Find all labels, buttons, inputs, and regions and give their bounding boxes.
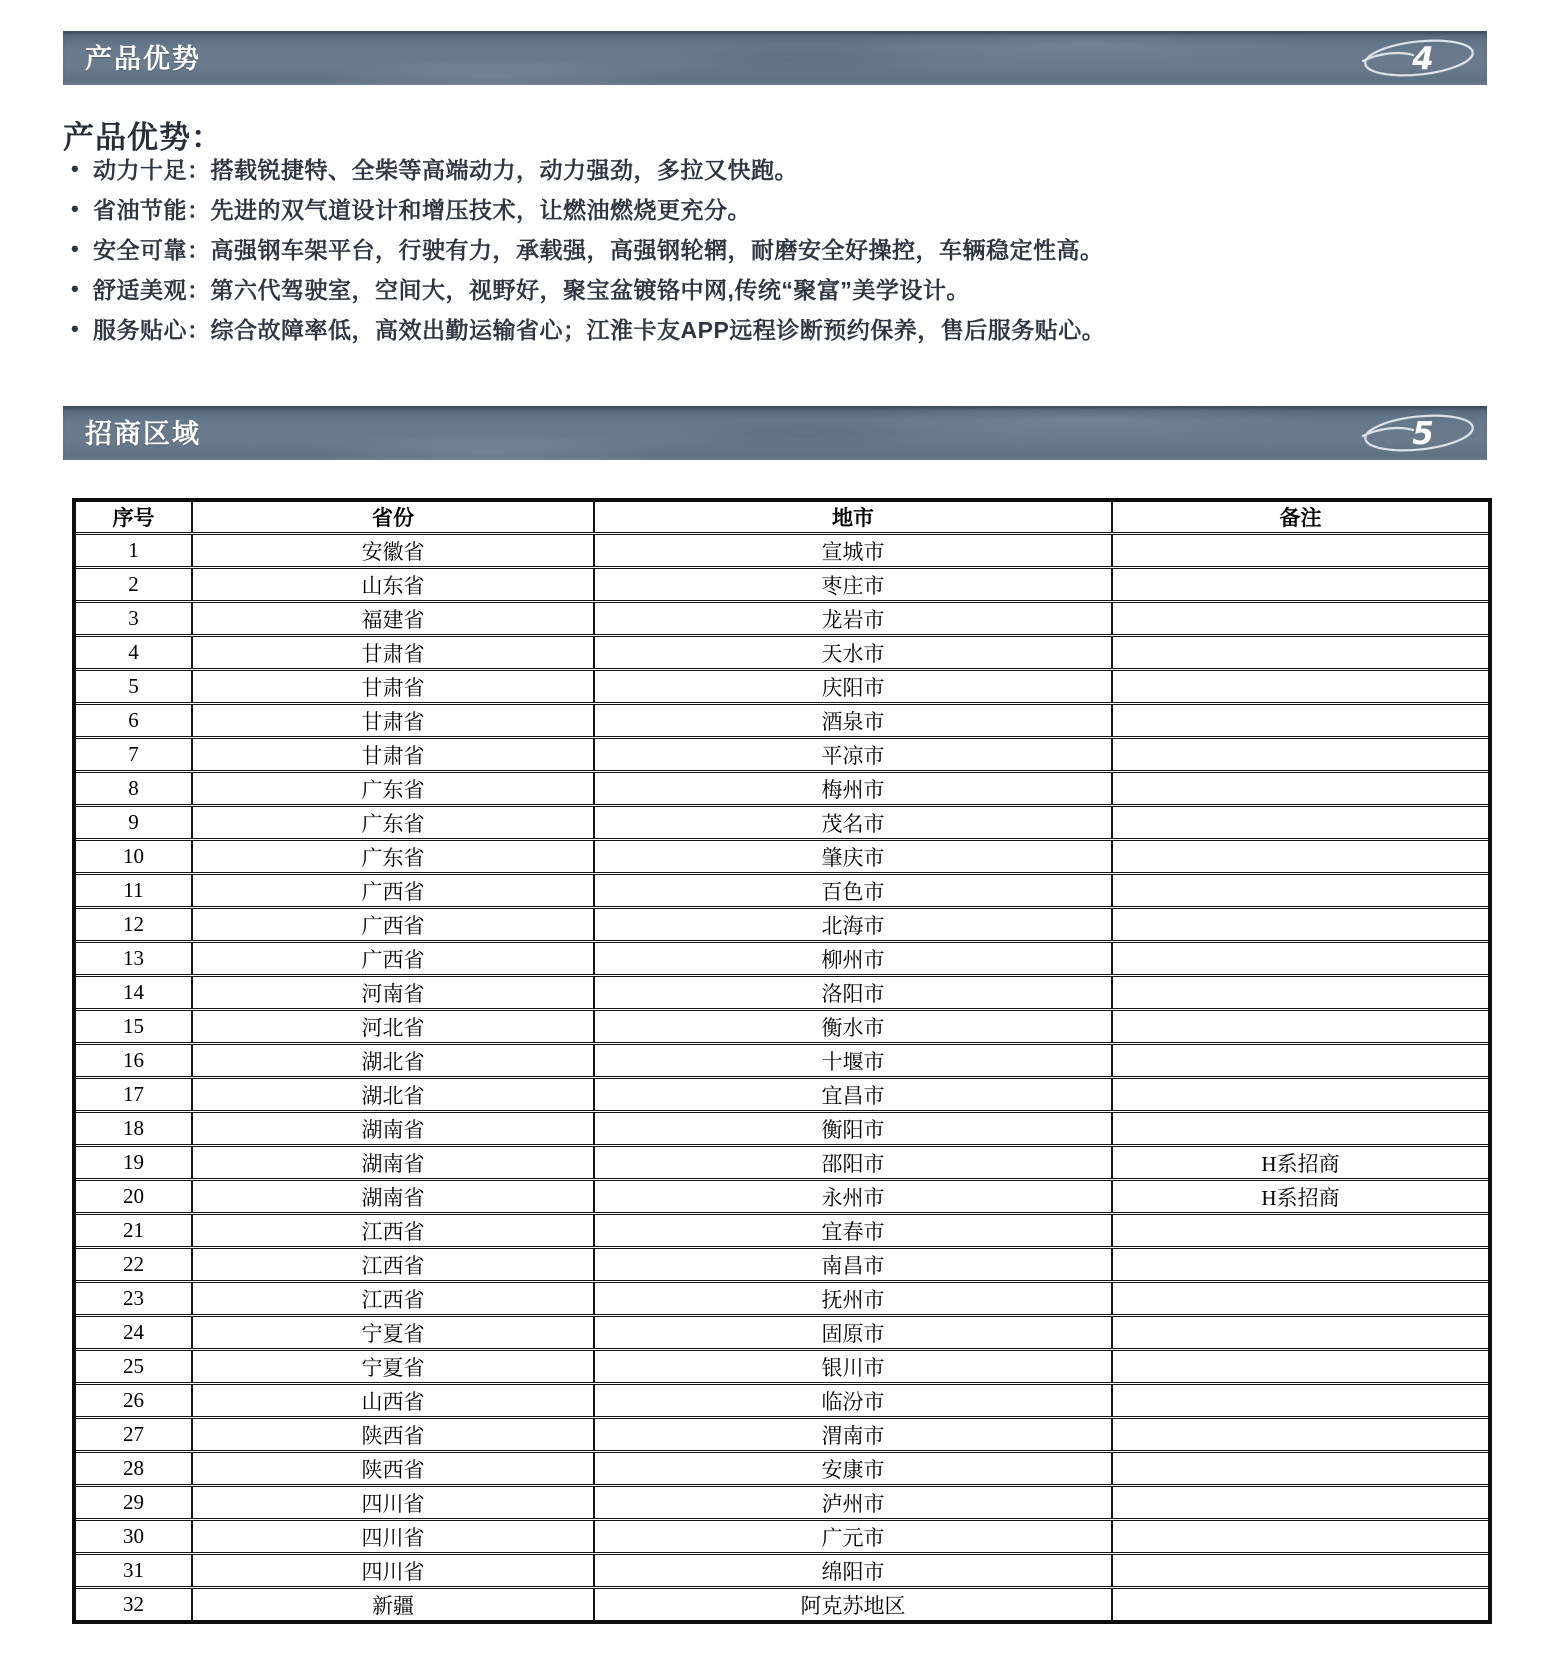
cell-province: 湖北省 bbox=[192, 1078, 594, 1112]
advantages-heading: 产品优势： bbox=[63, 120, 223, 155]
cell-remark: H系招商 bbox=[1112, 1146, 1490, 1180]
cell-province: 山西省 bbox=[192, 1384, 594, 1418]
table-row bbox=[74, 942, 1490, 976]
cell-remark bbox=[1112, 1384, 1490, 1418]
cell-city: 天水市 bbox=[594, 636, 1112, 670]
cell-city: 北海市 bbox=[594, 908, 1112, 942]
cell-province: 山东省 bbox=[192, 568, 594, 602]
cell-index: 13 bbox=[74, 942, 192, 976]
cell-remark bbox=[1112, 568, 1490, 602]
advantage-item: • 安全可靠：高强钢车架平台，行驶有力，承载强，高强钢轮辋，耐磨安全好操控，车辆稳定性高。 bbox=[63, 238, 1483, 262]
cell-index: 6 bbox=[74, 704, 192, 738]
column-header-province: 省份 bbox=[192, 500, 594, 534]
cell-index: 18 bbox=[74, 1112, 192, 1146]
regions-table bbox=[72, 498, 1492, 1624]
cell-index: 27 bbox=[74, 1418, 192, 1452]
cell-remark bbox=[1112, 908, 1490, 942]
cell-remark bbox=[1112, 1044, 1490, 1078]
cell-remark bbox=[1112, 942, 1490, 976]
cell-remark bbox=[1112, 534, 1490, 568]
cell-index: 8 bbox=[74, 772, 192, 806]
cell-remark bbox=[1112, 1588, 1490, 1623]
cell-city: 衡阳市 bbox=[594, 1112, 1112, 1146]
table-row bbox=[74, 636, 1490, 670]
table-row bbox=[74, 1452, 1490, 1486]
page-number: 4 bbox=[1412, 41, 1434, 77]
cell-index: 26 bbox=[74, 1384, 192, 1418]
cell-province: 四川省 bbox=[192, 1554, 594, 1588]
cell-province: 四川省 bbox=[192, 1486, 594, 1520]
cell-city: 衡水市 bbox=[594, 1010, 1112, 1044]
table-row bbox=[74, 874, 1490, 908]
advantages-list bbox=[63, 158, 1483, 358]
cell-remark bbox=[1112, 1112, 1490, 1146]
cell-remark bbox=[1112, 1214, 1490, 1248]
table-row bbox=[74, 1316, 1490, 1350]
section-bar-investment-regions bbox=[63, 406, 1487, 460]
cell-city: 龙岩市 bbox=[594, 602, 1112, 636]
cell-city: 百色市 bbox=[594, 874, 1112, 908]
cell-city: 绵阳市 bbox=[594, 1554, 1112, 1588]
cell-city: 安康市 bbox=[594, 1452, 1112, 1486]
table-row bbox=[74, 840, 1490, 874]
cell-city: 阿克苏地区 bbox=[594, 1588, 1112, 1623]
cell-province: 宁夏省 bbox=[192, 1316, 594, 1350]
table-row bbox=[74, 772, 1490, 806]
cell-index: 28 bbox=[74, 1452, 192, 1486]
cell-remark bbox=[1112, 704, 1490, 738]
cell-remark bbox=[1112, 636, 1490, 670]
cell-index: 3 bbox=[74, 602, 192, 636]
cell-index: 7 bbox=[74, 738, 192, 772]
table-row bbox=[74, 1010, 1490, 1044]
cell-remark bbox=[1112, 1078, 1490, 1112]
cell-remark: H系招商 bbox=[1112, 1180, 1490, 1214]
table-row bbox=[74, 1214, 1490, 1248]
column-header-remark: 备注 bbox=[1112, 500, 1490, 534]
cell-remark bbox=[1112, 1282, 1490, 1316]
cell-province: 甘肃省 bbox=[192, 738, 594, 772]
table-row bbox=[74, 534, 1490, 568]
cell-index: 4 bbox=[74, 636, 192, 670]
cell-remark bbox=[1112, 1554, 1490, 1588]
table-row bbox=[74, 1112, 1490, 1146]
cell-province: 安徽省 bbox=[192, 534, 594, 568]
table-row bbox=[74, 704, 1490, 738]
cell-index: 10 bbox=[74, 840, 192, 874]
column-header-index: 序号 bbox=[74, 500, 192, 534]
cell-remark bbox=[1112, 1010, 1490, 1044]
column-header-city: 地市 bbox=[594, 500, 1112, 534]
advantage-item: • 服务贴心：综合故障率低，高效出勤运输省心；江淮卡友APP远程诊断预约保养，售后服务贴心。 bbox=[63, 318, 1483, 342]
cell-index: 9 bbox=[74, 806, 192, 840]
section-bar-title: 产品优势 bbox=[85, 44, 201, 74]
cell-index: 25 bbox=[74, 1350, 192, 1384]
cell-index: 16 bbox=[74, 1044, 192, 1078]
cell-province: 湖北省 bbox=[192, 1044, 594, 1078]
cell-index: 32 bbox=[74, 1588, 192, 1623]
page-number: 5 bbox=[1412, 416, 1434, 452]
cell-remark bbox=[1112, 602, 1490, 636]
cell-city: 肇庆市 bbox=[594, 840, 1112, 874]
advantage-item: • 动力十足：搭载锐捷特、全柴等高端动力，动力强劲，多拉又快跑。 bbox=[63, 158, 1483, 182]
table-row bbox=[74, 806, 1490, 840]
table-row bbox=[74, 1078, 1490, 1112]
cell-city: 洛阳市 bbox=[594, 976, 1112, 1010]
cell-city: 宣城市 bbox=[594, 534, 1112, 568]
cell-index: 24 bbox=[74, 1316, 192, 1350]
cell-index: 14 bbox=[74, 976, 192, 1010]
cell-city: 十堰市 bbox=[594, 1044, 1112, 1078]
cell-remark bbox=[1112, 874, 1490, 908]
cell-province: 广西省 bbox=[192, 874, 594, 908]
table-row bbox=[74, 1180, 1490, 1214]
cell-province: 湖南省 bbox=[192, 1146, 594, 1180]
cell-province: 湖南省 bbox=[192, 1112, 594, 1146]
cell-index: 20 bbox=[74, 1180, 192, 1214]
cell-province: 福建省 bbox=[192, 602, 594, 636]
table-row bbox=[74, 1248, 1490, 1282]
cell-province: 陕西省 bbox=[192, 1418, 594, 1452]
cell-city: 泸州市 bbox=[594, 1486, 1112, 1520]
cell-province: 河北省 bbox=[192, 1010, 594, 1044]
cell-city: 枣庄市 bbox=[594, 568, 1112, 602]
cell-city: 酒泉市 bbox=[594, 704, 1112, 738]
cell-city: 梅州市 bbox=[594, 772, 1112, 806]
cell-city: 永州市 bbox=[594, 1180, 1112, 1214]
cell-province: 四川省 bbox=[192, 1520, 594, 1554]
cell-city: 庆阳市 bbox=[594, 670, 1112, 704]
cell-index: 15 bbox=[74, 1010, 192, 1044]
cell-remark bbox=[1112, 772, 1490, 806]
cell-remark bbox=[1112, 1418, 1490, 1452]
cell-city: 银川市 bbox=[594, 1350, 1112, 1384]
table-row bbox=[74, 738, 1490, 772]
cell-remark bbox=[1112, 670, 1490, 704]
cell-remark bbox=[1112, 1350, 1490, 1384]
cell-index: 1 bbox=[74, 534, 192, 568]
table-row bbox=[74, 670, 1490, 704]
section-bar-product-advantages bbox=[63, 31, 1487, 85]
cell-province: 江西省 bbox=[192, 1248, 594, 1282]
cell-index: 12 bbox=[74, 908, 192, 942]
cell-remark bbox=[1112, 806, 1490, 840]
cell-province: 陕西省 bbox=[192, 1452, 594, 1486]
cell-index: 11 bbox=[74, 874, 192, 908]
table-row bbox=[74, 908, 1490, 942]
cell-city: 广元市 bbox=[594, 1520, 1112, 1554]
section-bar-title: 招商区域 bbox=[85, 419, 201, 449]
table-row bbox=[74, 568, 1490, 602]
table-row bbox=[74, 1418, 1490, 1452]
table-row bbox=[74, 1520, 1490, 1554]
table-row bbox=[74, 1350, 1490, 1384]
cell-province: 广东省 bbox=[192, 806, 594, 840]
cell-index: 19 bbox=[74, 1146, 192, 1180]
advantage-item: • 舒适美观：第六代驾驶室，空间大，视野好，聚宝盆镀铬中网,传统“聚富”美学设计。 bbox=[63, 278, 1483, 302]
cell-city: 宜春市 bbox=[594, 1214, 1112, 1248]
cell-city: 平凉市 bbox=[594, 738, 1112, 772]
cell-index: 30 bbox=[74, 1520, 192, 1554]
cell-remark bbox=[1112, 1316, 1490, 1350]
cell-index: 31 bbox=[74, 1554, 192, 1588]
table-row bbox=[74, 976, 1490, 1010]
advantage-item: • 省油节能：先进的双气道设计和增压技术，让燃油燃烧更充分。 bbox=[63, 198, 1483, 222]
cell-city: 渭南市 bbox=[594, 1418, 1112, 1452]
table-row bbox=[74, 602, 1490, 636]
regions-table-header bbox=[74, 500, 1490, 534]
regions-table-body bbox=[74, 534, 1490, 1623]
table-row bbox=[74, 1486, 1490, 1520]
cell-city: 茂名市 bbox=[594, 806, 1112, 840]
cell-province: 甘肃省 bbox=[192, 636, 594, 670]
page-number-badge bbox=[1351, 35, 1481, 81]
cell-province: 新疆 bbox=[192, 1588, 594, 1623]
page-number-badge bbox=[1351, 410, 1481, 456]
cell-remark bbox=[1112, 1248, 1490, 1282]
table-row bbox=[74, 1588, 1490, 1623]
cell-remark bbox=[1112, 1452, 1490, 1486]
cell-province: 广东省 bbox=[192, 772, 594, 806]
cell-province: 湖南省 bbox=[192, 1180, 594, 1214]
cell-province: 江西省 bbox=[192, 1282, 594, 1316]
cell-city: 南昌市 bbox=[594, 1248, 1112, 1282]
cell-remark bbox=[1112, 1520, 1490, 1554]
table-header-row bbox=[74, 500, 1490, 534]
cell-index: 21 bbox=[74, 1214, 192, 1248]
table-row bbox=[74, 1384, 1490, 1418]
cell-province: 江西省 bbox=[192, 1214, 594, 1248]
cell-city: 抚州市 bbox=[594, 1282, 1112, 1316]
cell-remark bbox=[1112, 976, 1490, 1010]
cell-index: 23 bbox=[74, 1282, 192, 1316]
table-row bbox=[74, 1044, 1490, 1078]
cell-province: 河南省 bbox=[192, 976, 594, 1010]
cell-province: 广西省 bbox=[192, 908, 594, 942]
cell-index: 2 bbox=[74, 568, 192, 602]
cell-city: 临汾市 bbox=[594, 1384, 1112, 1418]
cell-index: 17 bbox=[74, 1078, 192, 1112]
table-row bbox=[74, 1282, 1490, 1316]
table-row bbox=[74, 1146, 1490, 1180]
cell-index: 5 bbox=[74, 670, 192, 704]
cell-city: 邵阳市 bbox=[594, 1146, 1112, 1180]
cell-province: 广西省 bbox=[192, 942, 594, 976]
table-row bbox=[74, 1554, 1490, 1588]
cell-remark bbox=[1112, 738, 1490, 772]
cell-remark bbox=[1112, 840, 1490, 874]
cell-index: 29 bbox=[74, 1486, 192, 1520]
cell-city: 宜昌市 bbox=[594, 1078, 1112, 1112]
cell-remark bbox=[1112, 1486, 1490, 1520]
cell-province: 宁夏省 bbox=[192, 1350, 594, 1384]
cell-province: 甘肃省 bbox=[192, 670, 594, 704]
cell-city: 柳州市 bbox=[594, 942, 1112, 976]
cell-province: 甘肃省 bbox=[192, 704, 594, 738]
cell-index: 22 bbox=[74, 1248, 192, 1282]
cell-province: 广东省 bbox=[192, 840, 594, 874]
cell-city: 固原市 bbox=[594, 1316, 1112, 1350]
